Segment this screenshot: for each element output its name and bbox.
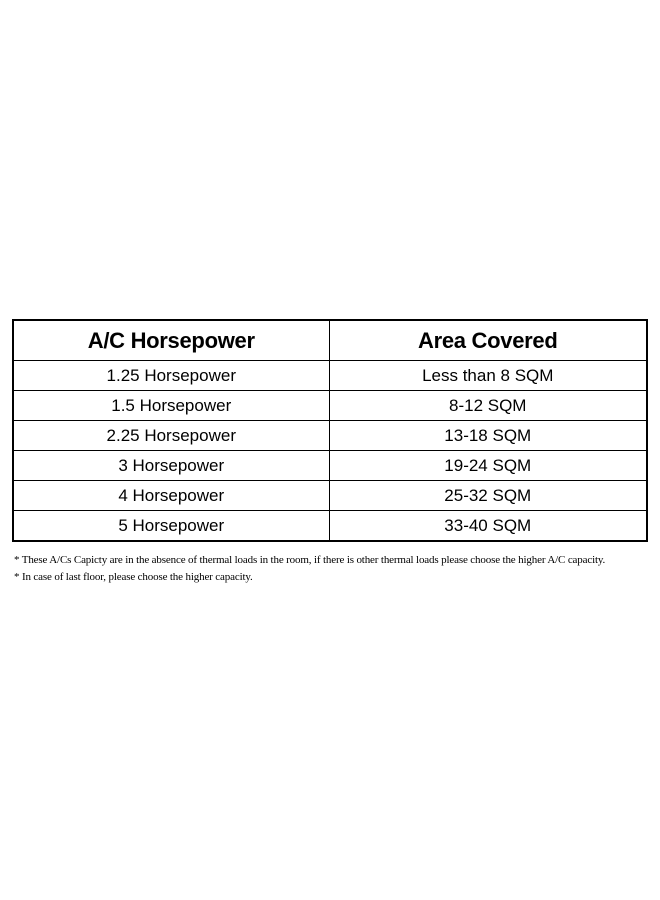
header-horsepower: A/C Horsepower: [13, 320, 329, 361]
area-cell: 13-18 SQM: [329, 421, 647, 451]
area-cell: 19-24 SQM: [329, 451, 647, 481]
horsepower-cell: 4 Horsepower: [13, 481, 329, 511]
capacity-table-container: [12, 319, 646, 542]
area-cell: 33-40 SQM: [329, 511, 647, 542]
horsepower-cell: 1.5 Horsepower: [13, 391, 329, 421]
horsepower-cell: 3 Horsepower: [13, 451, 329, 481]
table-header-row: [13, 320, 647, 361]
horsepower-cell: 5 Horsepower: [13, 511, 329, 542]
horsepower-cell: 1.25 Horsepower: [13, 361, 329, 391]
header-area-covered: Area Covered: [329, 320, 647, 361]
area-cell: 8-12 SQM: [329, 391, 647, 421]
horsepower-cell: 2.25 Horsepower: [13, 421, 329, 451]
table-row: [13, 481, 647, 511]
table-row: [13, 511, 647, 542]
area-cell: Less than 8 SQM: [329, 361, 647, 391]
footnote-last-floor: * In case of last floor, please choose the higher capacity.: [14, 571, 253, 583]
table-row: [13, 451, 647, 481]
footnote-thermal-loads: * These A/Cs Capicty are in the absence of thermal loads in the room, if there is other thermal loads please choose the higher A/C capacity.: [14, 554, 606, 566]
table-row: [13, 421, 647, 451]
capacity-table: [12, 319, 648, 542]
footnotes: [14, 552, 654, 586]
area-cell: 25-32 SQM: [329, 481, 647, 511]
table-row: [13, 391, 647, 421]
table-row: [13, 361, 647, 391]
